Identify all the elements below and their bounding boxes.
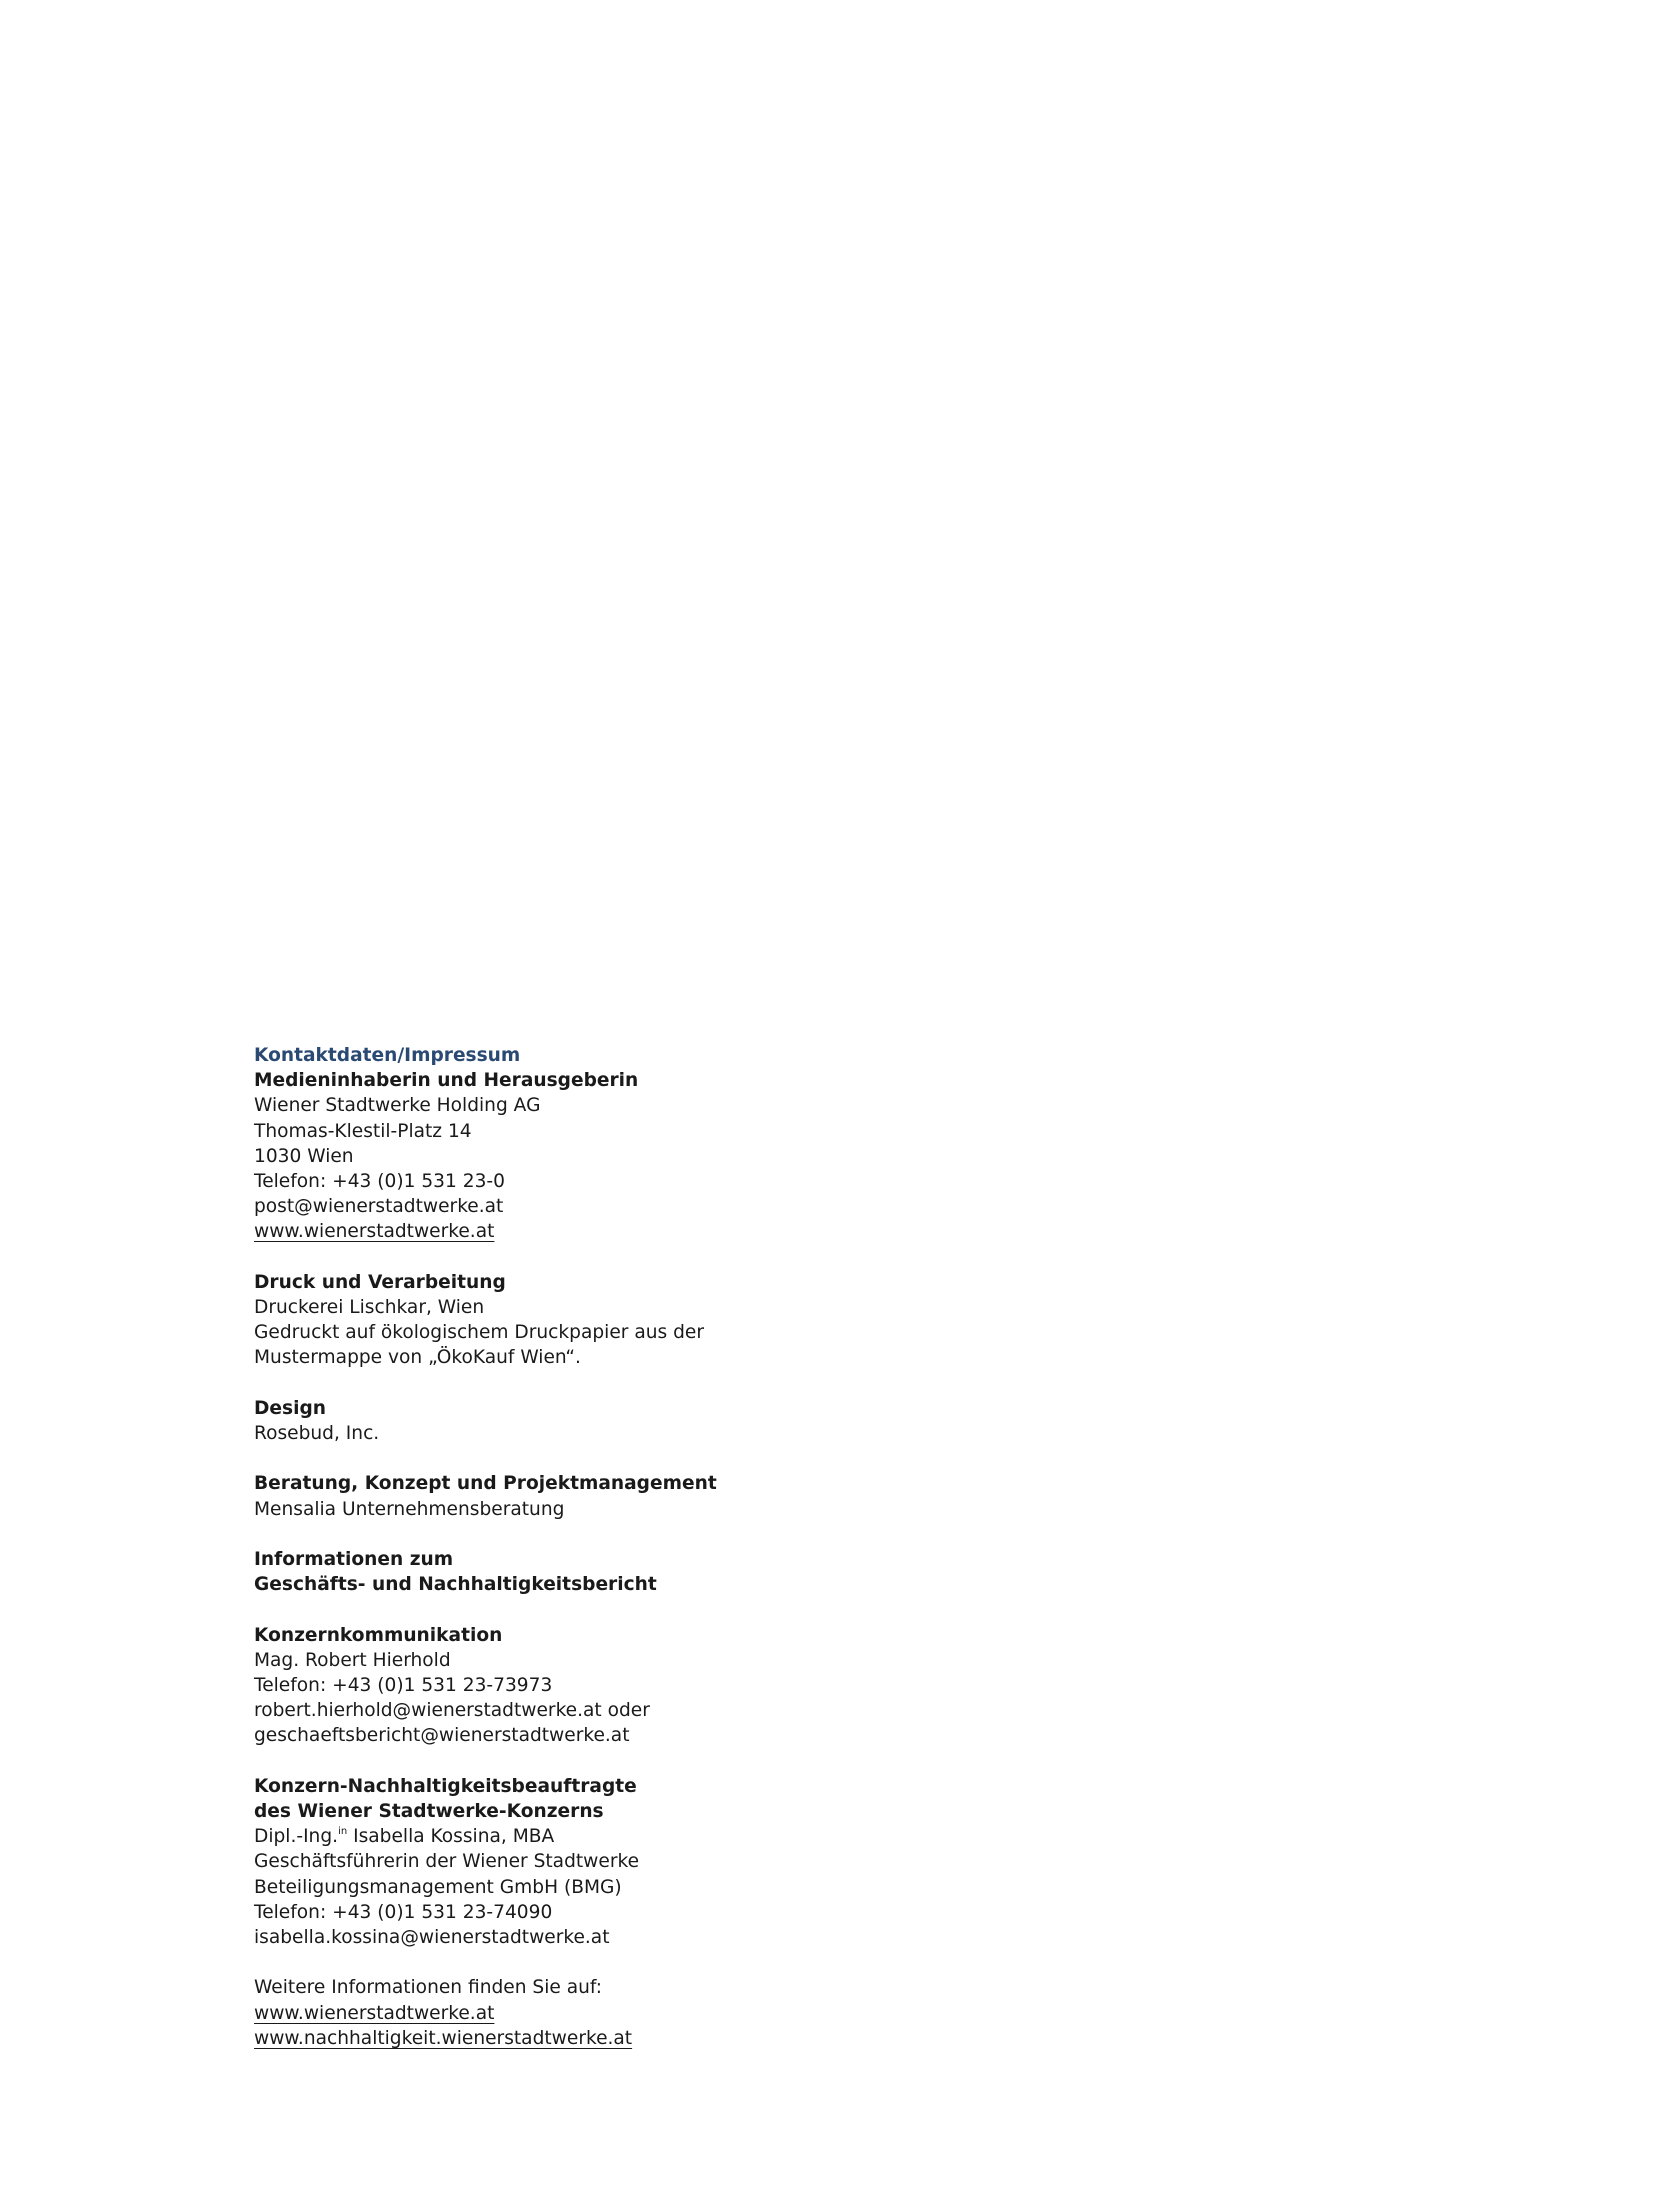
more-info-link-2[interactable]: www.nachhaltigkeit.wienerstadtwerke.at: [254, 2027, 633, 2049]
publisher-company: Wiener Stadtwerke Holding AG: [254, 1095, 541, 1117]
more-info-block: [254, 1975, 954, 2051]
design-block: [254, 1396, 954, 1446]
sustainability-name: [254, 1824, 954, 1849]
communication-phone: Telefon: +43 (0)1 531 23-73973: [254, 1675, 553, 1696]
print-note-line2: Mustermappe von „ÖkoKauf Wien“.: [254, 1347, 581, 1369]
sustainability-role-line2: Beteiligungsmanagement GmbH (BMG): [254, 1876, 622, 1898]
publisher-city: 1030 Wien: [254, 1145, 354, 1167]
sustainability-role-line1: Geschäftsführerin der Wiener Stadtwerke: [254, 1851, 640, 1873]
sustainability-name-sup: in: [338, 1826, 348, 1838]
sustainability-title-line1: Konzern-Nachhaltigkeitsbeauftragte: [254, 1775, 637, 1797]
publisher-title: Medieninhaberin und Herausgeberin: [254, 1070, 639, 1092]
consulting-company: Mensalia Unternehmensberatung: [254, 1498, 565, 1520]
publisher-street: Thomas-Klestil-Platz 14: [254, 1120, 472, 1142]
consulting-block: [254, 1471, 954, 1521]
page-title: Kontaktdaten/Impressum: [254, 1045, 521, 1066]
report-info-block: [254, 1547, 954, 1597]
sustainability-phone: Telefon: +43 (0)1 531 23-74090: [254, 1901, 553, 1923]
imprint-section: [254, 1043, 954, 2076]
design-agency: Rosebud, Inc.: [254, 1423, 380, 1445]
print-note-line1: Gedruckt auf ökologischem Druckpapier aus der: [254, 1322, 704, 1344]
publisher-block: [254, 1068, 954, 1244]
publisher-website-link[interactable]: www.wienerstadtwerke.at: [254, 1221, 495, 1243]
sustainability-block: [254, 1774, 954, 1950]
more-info-link-1[interactable]: www.wienerstadtwerke.at: [254, 2002, 495, 2024]
design-title: Design: [254, 1397, 327, 1419]
sustainability-name-prefix: Dipl.-Ing.: [254, 1826, 339, 1848]
communication-email-line2: geschaeftsbericht@wienerstadtwerke.at: [254, 1725, 630, 1747]
sustainability-name-rest: Isabella Kossina, MBA: [347, 1826, 555, 1848]
sustainability-email: isabella.kossina@wienerstadtwerke.at: [254, 1927, 610, 1949]
report-info-title-line1: Informationen zum: [254, 1549, 454, 1570]
print-block: [254, 1270, 954, 1371]
more-info-text: Weitere Informationen finden Sie auf:: [254, 1977, 603, 1999]
publisher-phone: Telefon: +43 (0)1 531 23-0: [254, 1171, 505, 1193]
publisher-email: post@wienerstadtwerke.at: [254, 1196, 504, 1218]
communication-email-line1: robert.hierhold@wienerstadtwerke.at oder: [254, 1700, 650, 1722]
communication-block: [254, 1623, 954, 1749]
print-printer: Druckerei Lischkar, Wien: [254, 1297, 485, 1319]
report-info-title-line2: Geschäfts- und Nachhaltigkeitsbericht: [254, 1574, 657, 1596]
print-title: Druck und Verarbeitung: [254, 1271, 506, 1293]
communication-title: Konzernkommunikation: [254, 1624, 503, 1646]
consulting-title: Beratung, Konzept und Projektmanagement: [254, 1473, 717, 1495]
sustainability-title-line2: des Wiener Stadtwerke-Konzerns: [254, 1801, 604, 1822]
communication-name: Mag. Robert Hierhold: [254, 1649, 451, 1671]
